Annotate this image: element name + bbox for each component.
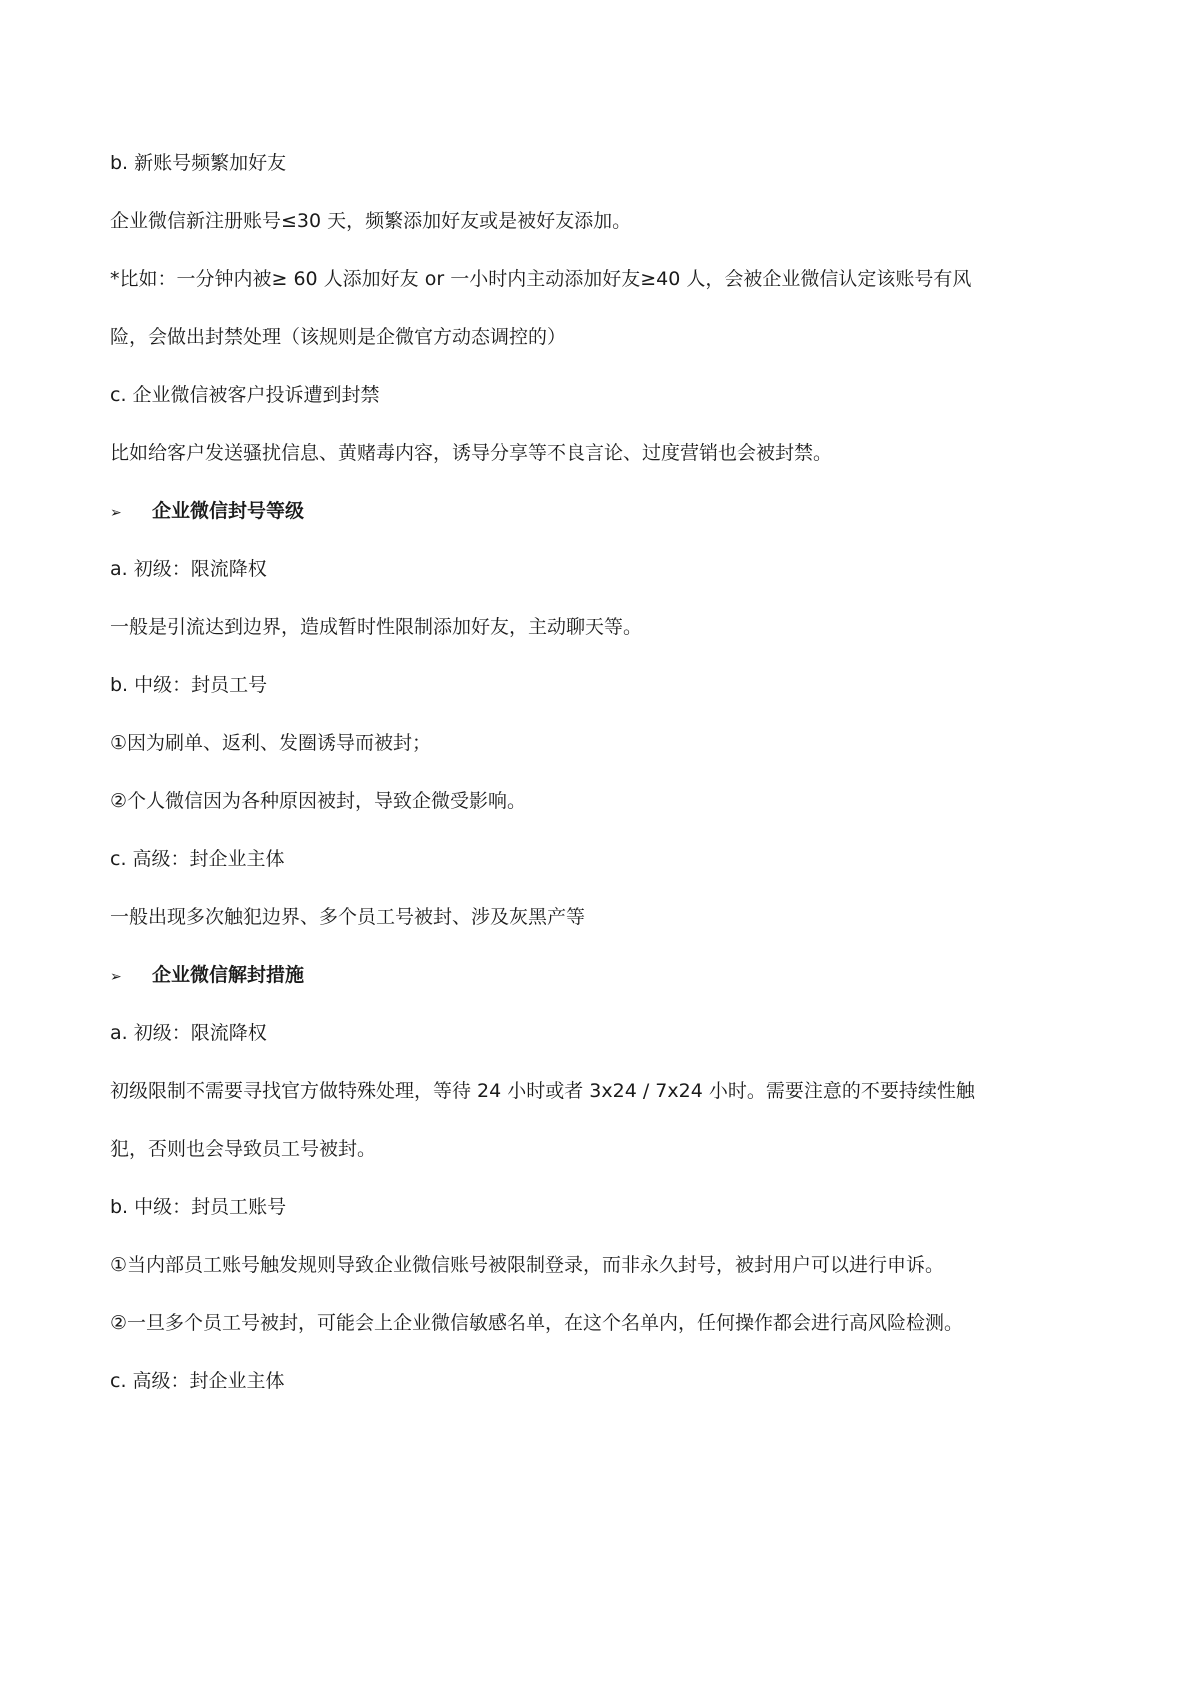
paragraph: 犯，否则也会导致员工号被封。 [110, 1138, 377, 1160]
list-item: ①当内部员工账号触发规则导致企业微信账号被限制登录，而非永久封号，被封用户可以进行申诉。 [110, 1254, 945, 1276]
section-heading-text: 企业微信解封措施 [152, 964, 305, 986]
arrow-bullet-icon: ➢ [110, 505, 122, 521]
list-item: ②一旦多个员工号被封，可能会上企业微信敏感名单，在这个名单内，任何操作都会进行高风险检测。 [110, 1312, 964, 1334]
paragraph: *比如：一分钟内被≥ 60 人添加好友 or 一小时内主动添加好友≥40 人，会被企业微信认定该账号有风 [110, 268, 972, 290]
subheading-level-advanced: c. 高级：封企业主体 [110, 1370, 285, 1392]
paragraph: 初级限制不需要寻找官方做特殊处理，等待 24 小时或者 3x24 / 7x24 小时。需要注意的不要持续性触 [110, 1080, 975, 1102]
subheading-new-account: b. 新账号频繁加好友 [110, 152, 287, 174]
paragraph: 比如给客户发送骚扰信息、黄赌毒内容，诱导分享等不良言论、过度营销也会被封禁。 [110, 442, 833, 464]
subheading-level-primary: a. 初级：限流降权 [110, 558, 267, 580]
subheading-level-primary: a. 初级：限流降权 [110, 1022, 267, 1044]
paragraph: 险，会做出封禁处理（该规则是企微官方动态调控的） [110, 326, 567, 348]
list-item: ②个人微信因为各种原因被封，导致企微受影响。 [110, 790, 527, 812]
subheading-level-advanced: c. 高级：封企业主体 [110, 848, 285, 870]
subheading-level-intermediate: b. 中级：封员工号 [110, 674, 268, 696]
paragraph: 一般是引流达到边界，造成暂时性限制添加好友，主动聊天等。 [110, 616, 643, 638]
arrow-bullet-icon: ➢ [110, 969, 122, 985]
subheading-level-intermediate: b. 中级：封员工账号 [110, 1196, 287, 1218]
section-heading-ban-levels [110, 496, 1110, 526]
subheading-complaint: c. 企业微信被客户投诉遭到封禁 [110, 384, 380, 406]
paragraph: 企业微信新注册账号≤30 天，频繁添加好友或是被好友添加。 [110, 210, 632, 232]
paragraph: 一般出现多次触犯边界、多个员工号被封、涉及灰黑产等 [110, 906, 586, 928]
section-heading-text: 企业微信封号等级 [152, 500, 305, 522]
list-item: ①因为刷单、返利、发圈诱导而被封； [110, 732, 432, 754]
section-heading-unban-measures [110, 960, 1110, 990]
